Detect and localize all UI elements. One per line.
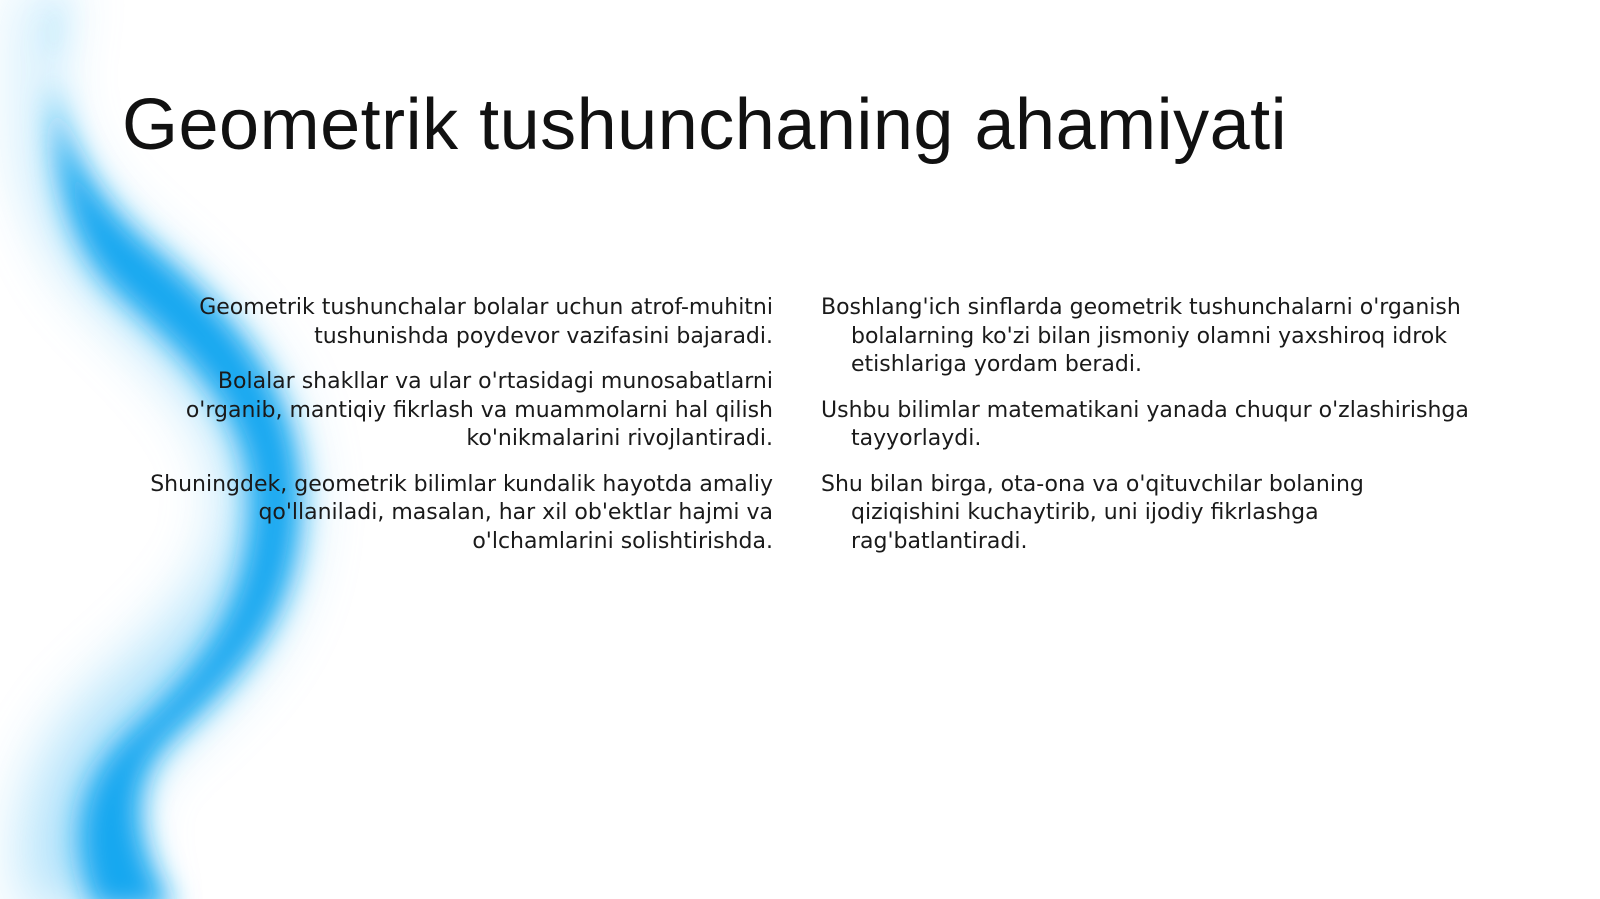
left-paragraph-2: Bolalar shakllar va ular o'rtasidagi munosabatlarni o'rganib, mantiqiy fikrlash va muammolarni hal qilish ko'nikmalarini rivojlantiradi. [185, 369, 773, 451]
slide-title: Geometrik tushunchaning ahamiyati [122, 85, 1288, 165]
left-paragraph-3: Shuningdek, geometrik bilimlar kundalik hayotda amaliy qo'llaniladi, masalan, har xil ob'ektlar hajmi va o'lchamlarini solishtirishda. [150, 471, 773, 554]
right-paragraph-1: Boshlang'ich sinflarda geometrik tushunchalarni o'rganish bolalarning ko'zi bilan jismoniy olamni yaxshiroq idrok etishlariga yordam beradi. [821, 295, 1461, 377]
right-paragraph-2: Ushbu bilimlar matematikani yanada chuqur o'zlashirishga tayyorlaydi. [821, 397, 1469, 451]
left-paragraph-1: Geometrik tushunchalar bolalar uchun atrof-muhitni tushunishda poydevor vazifasini bajaradi. [199, 295, 773, 349]
left-text-column [120, 294, 773, 573]
right-text-column [821, 294, 1471, 573]
right-paragraph-3: Shu bilan birga, ota-ona va o'qituvchilar bolaning qiziqishini kuchaytirib, uni ijodiy fikrlashga rag'batlantiradi. [821, 471, 1364, 554]
